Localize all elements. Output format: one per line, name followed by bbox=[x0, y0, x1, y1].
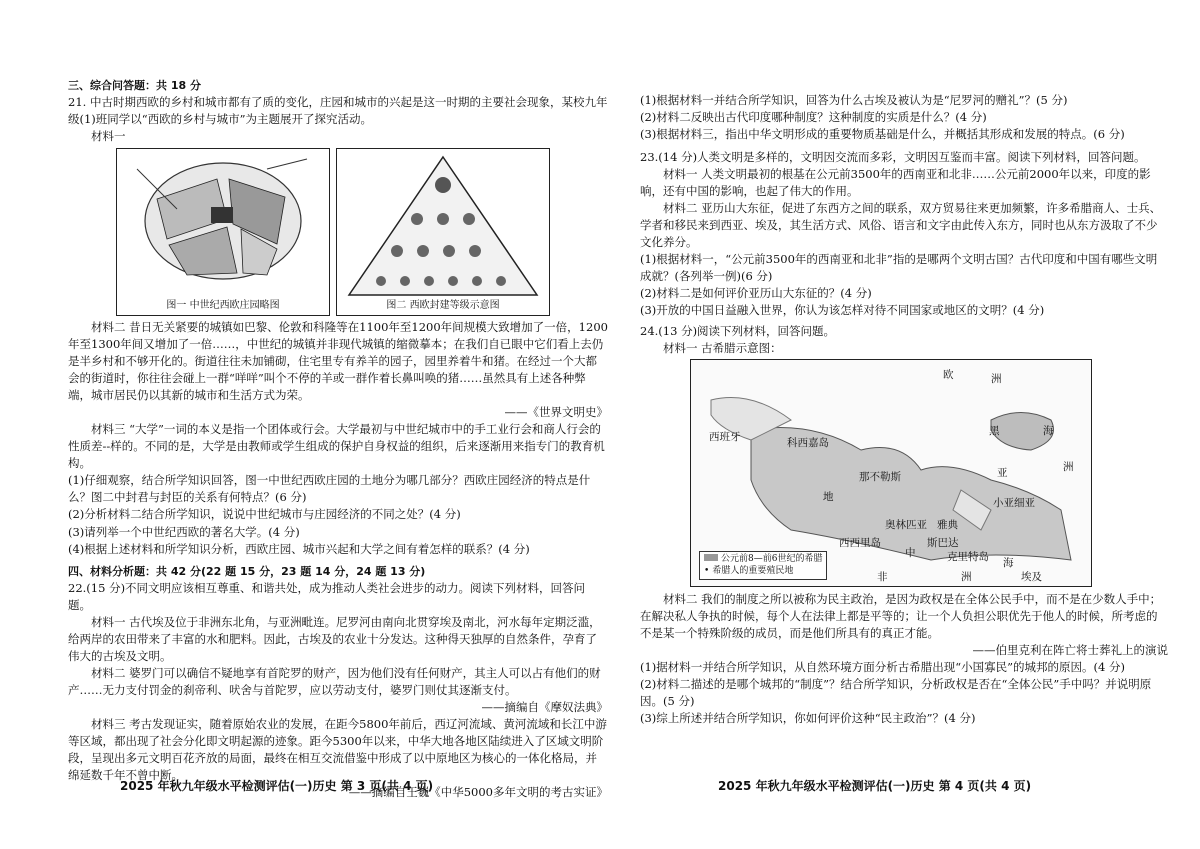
map-label-naples: 那不勒斯 bbox=[859, 471, 901, 484]
q21-figures bbox=[116, 148, 608, 316]
map-label-di: 地 bbox=[823, 491, 834, 504]
q22-stem: 22.(15 分)不同文明应该相互尊重、和谐共处，成为推动人类社会进步的动力。阅读下列材料，回答问题。 bbox=[68, 580, 586, 612]
q24-material2-source: ——伯里克利在阵亡将士葬礼上的演说 bbox=[972, 643, 1168, 658]
q21-sub1: (1)仔细观察，结合所学知识回答，图一中世纪西欧庄园的土地分为哪几部分？西欧庄园经济的特点是什么？图二中封君与封臣的关系有何特点？(6 分) bbox=[68, 473, 591, 505]
q22-sub2: (2)材料二反映出古代印度哪种制度？这种制度的实质是什么？(4 分) bbox=[640, 110, 987, 125]
feudal-hierarchy-figure bbox=[336, 148, 550, 316]
q22-material2-source: ——摘编自《摩奴法典》 bbox=[481, 699, 608, 714]
q24-sub2: (2)材料二描述的是哪个城邦的“制度”？结合所学知识，分析政权是否在“全体公民”手中吗？并说明原因。(5 分) bbox=[640, 677, 1152, 709]
map-label-sea: 海 bbox=[1003, 557, 1014, 570]
q21-material2-source: ——《世界文明史》 bbox=[504, 405, 608, 420]
q21-material3: 材料三 “大学”一词的本义是指一个团体或行会。大学最初与中世纪城市中的手工业行会和商人行会的性质差--样的。不同的是，大学是由教师或学生组成的保护自身权益的组织，后来逐渐用来指专门的教育机构。 bbox=[68, 422, 605, 471]
q24-sub1: (1)据材料一并结合所学知识，从自然环境方面分析古希腊出现“小国寡民”的城邦的原因。(4 分) bbox=[640, 660, 1125, 675]
legend-colony-dot-icon: • bbox=[704, 565, 710, 576]
q21-sub3: (3)请列举一个中世纪西欧的著名大学。(4 分) bbox=[68, 524, 300, 539]
fig2-caption: 图二 西欧封建等级示意图 bbox=[386, 299, 500, 311]
q21-material2: 材料二 昔日无关紧要的城镇如巴黎、伦敦和科隆等在1100年至1200年间规模大致增加了一倍，1200年至1300年间又增加了一倍……，中世纪的城镇并非现代城镇的缩微摹本；在我们自已眼中它们看上去仍是半乡村和不够开化的。街道往往未加铺砌，住宅里专有养羊的园子，园里养着牛和猪。在经过一个大都会的街道时，你往往会碰上一群“咩咩”叫个不停的羊或一群作着长鼻叫唤的猪……虽然具有上述各种弊端，城市居民仍以其新的城市和生活方式为荣。 bbox=[68, 320, 608, 403]
q24-material2: 材料二 我们的制度之所以被称为民主政治，是因为政权是在全体公民手中，而不是在少数人手中；在解决私人争执的时候，每个人在法律上都是平等的；让一个人负担公职优先于他人的时候，所考虑的不是某一个特殊阶级的成员，而是他们所具有的真正才能。 bbox=[640, 592, 1162, 641]
q21-sub4: (4)根据上述材料和所学知识分析，西欧庄园、城市兴起和大学之间有着怎样的联系？(4 分) bbox=[68, 541, 530, 556]
section-3-title: 三、综合问答题：共 18 分 bbox=[68, 79, 201, 92]
legend-greece-swatch bbox=[704, 554, 718, 561]
map-label-crete: 克里特岛 bbox=[947, 551, 989, 564]
q23-material1: 材料一 人类文明最初的根基在公元前3500年的西南亚和北非……公元前2000年以来，印度的影响，还有中国的影响，也起了伟大的作用。 bbox=[640, 167, 1151, 199]
map-label-olympia: 奥林匹亚 bbox=[885, 519, 927, 532]
q24-material1-label: 材料一 古希腊示意图： bbox=[663, 341, 782, 356]
q24-sub3: (3)综上所述并结合所学知识，你如何评价这种“民主政治”？(4 分) bbox=[640, 711, 976, 726]
footer-page-3: 2025 年秋九年级水平检测评估(一)历史 第 3 页(共 4 页) bbox=[120, 779, 434, 793]
map-label-egypt: 埃及 bbox=[1021, 571, 1042, 584]
map-label-corsica: 科西嘉岛 bbox=[787, 437, 829, 450]
map-label-black-sea-1: 黑 bbox=[989, 425, 1000, 438]
map-label-minor-asia: 小亚细亚 bbox=[993, 497, 1035, 510]
q23-sub3: (3)开放的中国日益融入世界，你认为该怎样对待不同国家或地区的文明？(4 分) bbox=[640, 303, 1045, 318]
manor-map-figure bbox=[116, 148, 330, 316]
map-label-spain: 西班牙 bbox=[709, 431, 741, 444]
map-legend bbox=[699, 551, 827, 580]
q21-sub2: (2)分析材料二结合所学知识，说说中世纪城市与庄园经济的不同之处？(4 分) bbox=[68, 507, 461, 522]
map-legend-1: 公元前8—前6世纪的希腊 bbox=[721, 553, 823, 564]
q23-sub1: (1)根据材料一，“公元前3500年的西南亚和北非”指的是哪两个文明古国？古代印度和中国有哪些文明成就？(各列举一例)(6 分) bbox=[640, 252, 1158, 284]
feudal-pyramid-illustration bbox=[337, 149, 549, 299]
map-label-sparta: 斯巴达 bbox=[927, 537, 959, 550]
map-label-africa-2: 洲 bbox=[961, 571, 972, 584]
left-page bbox=[68, 78, 608, 801]
section-4-title: 四、材料分析题：共 42 分(22 题 15 分，23 题 14 分，24 题 13 分) bbox=[68, 564, 426, 578]
right-page bbox=[640, 92, 1168, 727]
q22-sub3: (3)根据材料三，指出中华文明形成的重要物质基础是什么，并概括其形成和发展的特点。(6 分) bbox=[640, 127, 1125, 142]
manor-map-illustration bbox=[117, 149, 329, 299]
q24-stem: 24.(13 分)阅读下列材料，回答问题。 bbox=[640, 324, 836, 339]
map-label-zhong: 中 bbox=[905, 547, 916, 560]
q22-material2: 材料二 婆罗门可以确信不疑地享有首陀罗的财产，因为他们没有任何财产，其主人可以占有他们的财产……无力支付罚金的刹帝利、吠舍与首陀罗，应以劳动支付，婆罗门则仗其逐渐支付。 bbox=[68, 665, 601, 697]
map-label-europe: 欧 bbox=[943, 369, 954, 382]
q23-stem: 23.(14 分)人类文明是多样的，文明因交流而多彩，文明因互鉴而丰富。阅读下列材料，回答问题。 bbox=[640, 150, 1146, 165]
q22-material3-source: ——摘编自王巍《中华5000多年文明的考古实证》 bbox=[348, 784, 608, 799]
q22-material1: 材料一 古代埃及位于非洲东北角，与亚洲毗连。尼罗河由南向北贯穿埃及南北，河水每年定期泛滥，给两岸的农田带来了丰富的水和肥料。因此，古埃及的农业十分发达。这种得天独厚的自然条件，孕育了伟大的古埃及文明。 bbox=[68, 614, 601, 663]
map-label-europe-zhou: 洲 bbox=[991, 373, 1002, 386]
q23-material2: 材料二 亚历山大东征，促进了东西方之间的联系，双方贸易往来更加频繁，许多希腊商人、士兵、学者和移民来到西亚、埃及，其生活方式、风俗、语言和文字由此传入东方，同时也从东方汲取了不少文化养分。 bbox=[640, 201, 1162, 250]
map-label-asia-1: 亚 bbox=[997, 467, 1008, 480]
q23-sub2: (2)材料二是如何评价亚历山大东征的？(4 分) bbox=[640, 286, 872, 301]
map-label-athens: 雅典 bbox=[937, 519, 958, 532]
q22-sub1: (1)根据材料一并结合所学知识，回答为什么古埃及被认为是“尼罗河的赠礼”？(5 分) bbox=[640, 93, 1068, 107]
footer-page-4: 2025 年秋九年级水平检测评估(一)历史 第 4 页(共 4 页) bbox=[718, 779, 1032, 793]
q22-material3: 材料三 考古发现证实，随着原始农业的发展，在距今5800年前后，西辽河流域、黄河流域和长江中游等区域，都出现了社会分化即文明起源的迹象。距今5300年以来，中华大地各地区陆续进入了区域文明阶段，呈现出多元文明百花齐放的局面，最终在相互交流借鉴中形成了以中原地区为核心的一体化格局，并绵延数千年不曾中断。 bbox=[68, 716, 607, 782]
fig1-caption: 图一 中世纪西欧庄园略图 bbox=[166, 299, 280, 311]
map-legend-2: 希腊人的重要殖民地 bbox=[712, 565, 794, 576]
map-label-black-sea-2: 海 bbox=[1043, 425, 1054, 438]
map-label-asia-2: 洲 bbox=[1063, 461, 1074, 474]
q21-material1-label: 材料一 bbox=[91, 129, 126, 144]
map-label-africa-1: 非 bbox=[877, 571, 888, 584]
ancient-greece-map bbox=[690, 359, 1092, 587]
q21-stem: 21. 中古时期西欧的乡村和城市都有了质的变化，庄园和城市的兴起是这一时期的主要社会现象，某校九年级(1)班同学以“西欧的乡村与城市”为主题展开了探究活动。 bbox=[68, 95, 608, 127]
map-label-sicily: 西西里岛 bbox=[839, 537, 881, 550]
